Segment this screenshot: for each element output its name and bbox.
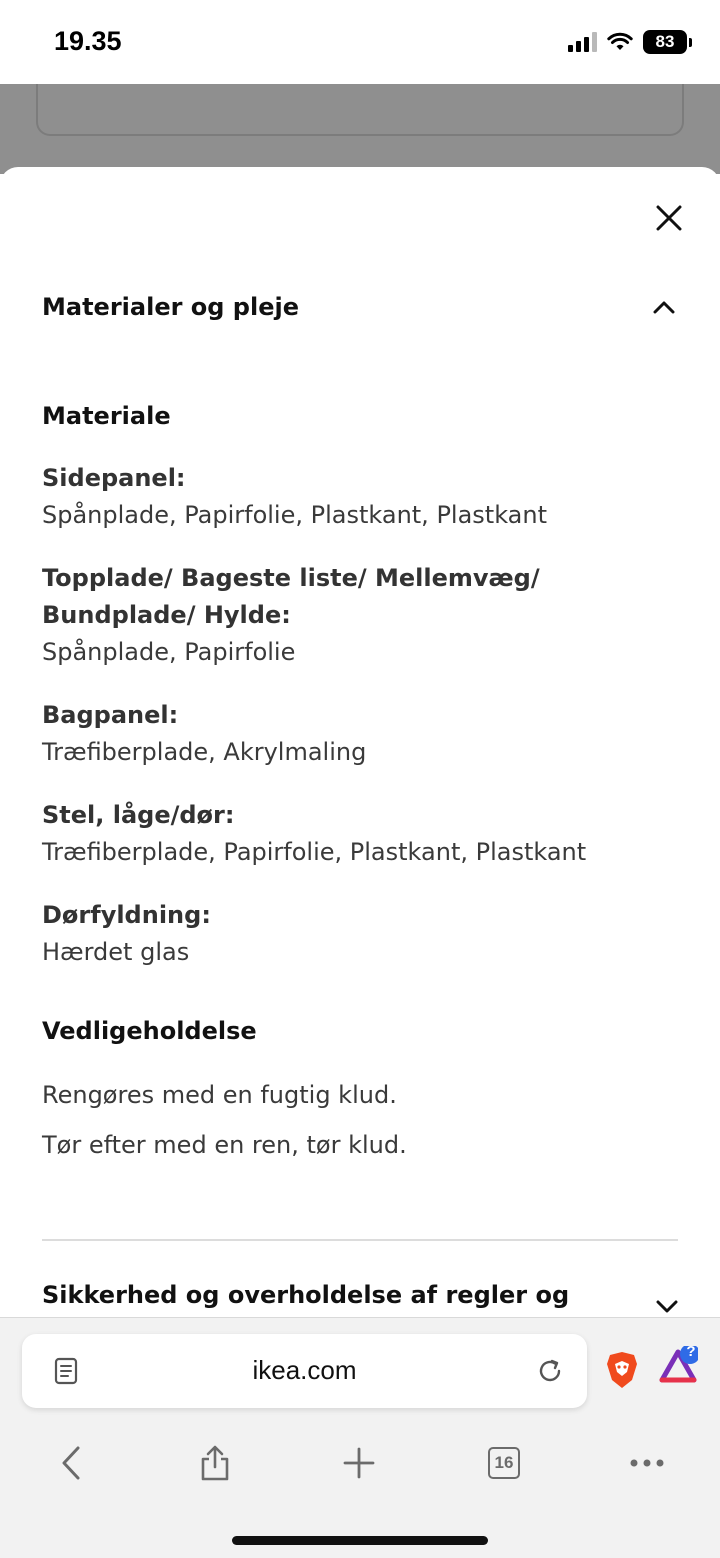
browser-bar	[0, 1317, 720, 1558]
care-heading: Vedligeholdelse	[42, 1017, 257, 1045]
material-label: Topplade/ Bageste liste/ Mellemvæg/ Bundplade/ Hylde:	[42, 564, 540, 629]
material-label: Bagpanel:	[42, 701, 179, 729]
care-instruction: Rengøres med en fugtig klud.	[42, 1081, 397, 1109]
close-icon	[656, 205, 682, 231]
battery-level: 83	[655, 32, 675, 51]
material-item	[42, 897, 662, 971]
more-icon	[630, 1459, 664, 1467]
product-details-sheet	[0, 167, 720, 1317]
material-item	[42, 560, 662, 671]
chevron-up-icon	[650, 293, 678, 321]
materials-section-header[interactable]	[42, 293, 678, 321]
material-heading: Materiale	[42, 402, 171, 430]
share-icon	[199, 1444, 231, 1482]
brave-rewards-icon[interactable]	[658, 1343, 698, 1388]
new-tab-button[interactable]	[334, 1438, 384, 1488]
material-item	[42, 460, 662, 534]
rewards-badge: ?	[686, 1343, 696, 1360]
reload-icon[interactable]	[535, 1356, 565, 1390]
material-item	[42, 797, 662, 871]
material-value: Træfiberplade, Akrylmaling	[42, 738, 367, 766]
status-time: 19.35	[54, 26, 122, 56]
status-icons	[568, 30, 692, 54]
material-value: Spånplade, Papirfolie, Plastkant, Plastkant	[42, 501, 548, 529]
wifi-icon	[607, 32, 633, 52]
close-button[interactable]	[648, 197, 690, 239]
tabs-button[interactable]	[479, 1438, 529, 1488]
safety-section-title: Sikkerhed og overholdelse af regler og	[42, 1281, 570, 1309]
material-value: Træfiberplade, Papirfolie, Plastkant, Plastkant	[42, 838, 587, 866]
materials-content	[42, 400, 662, 1161]
battery-icon	[643, 30, 687, 54]
safety-section-header[interactable]	[42, 1281, 678, 1317]
more-menu-button[interactable]	[622, 1438, 672, 1488]
battery-tip	[689, 38, 692, 47]
cellular-signal-icon	[568, 32, 597, 52]
background-page	[0, 84, 720, 174]
material-item	[42, 697, 662, 771]
share-button[interactable]	[190, 1438, 240, 1488]
chevron-down-icon	[656, 1299, 678, 1317]
tabs-count: 16	[488, 1447, 520, 1479]
material-value: Spånplade, Papirfolie	[42, 638, 296, 666]
plus-icon	[343, 1447, 375, 1479]
section-divider	[42, 1239, 678, 1241]
material-label: Sidepanel:	[42, 464, 186, 492]
material-value: Hærdet glas	[42, 938, 190, 966]
status-bar	[0, 0, 720, 84]
care-instruction: Tør efter med en ren, tør klud.	[42, 1131, 407, 1159]
back-icon	[60, 1445, 82, 1481]
url-text: ikea.com	[252, 1355, 357, 1385]
material-label: Dørfyldning:	[42, 901, 211, 929]
browser-toolbar	[0, 1438, 720, 1488]
home-indicator	[232, 1536, 488, 1545]
brave-shields-icon[interactable]	[604, 1350, 640, 1394]
material-label: Stel, låge/dør:	[42, 801, 235, 829]
address-bar[interactable]	[22, 1334, 587, 1408]
back-button[interactable]	[46, 1438, 96, 1488]
section-title: Materialer og pleje	[42, 293, 299, 321]
